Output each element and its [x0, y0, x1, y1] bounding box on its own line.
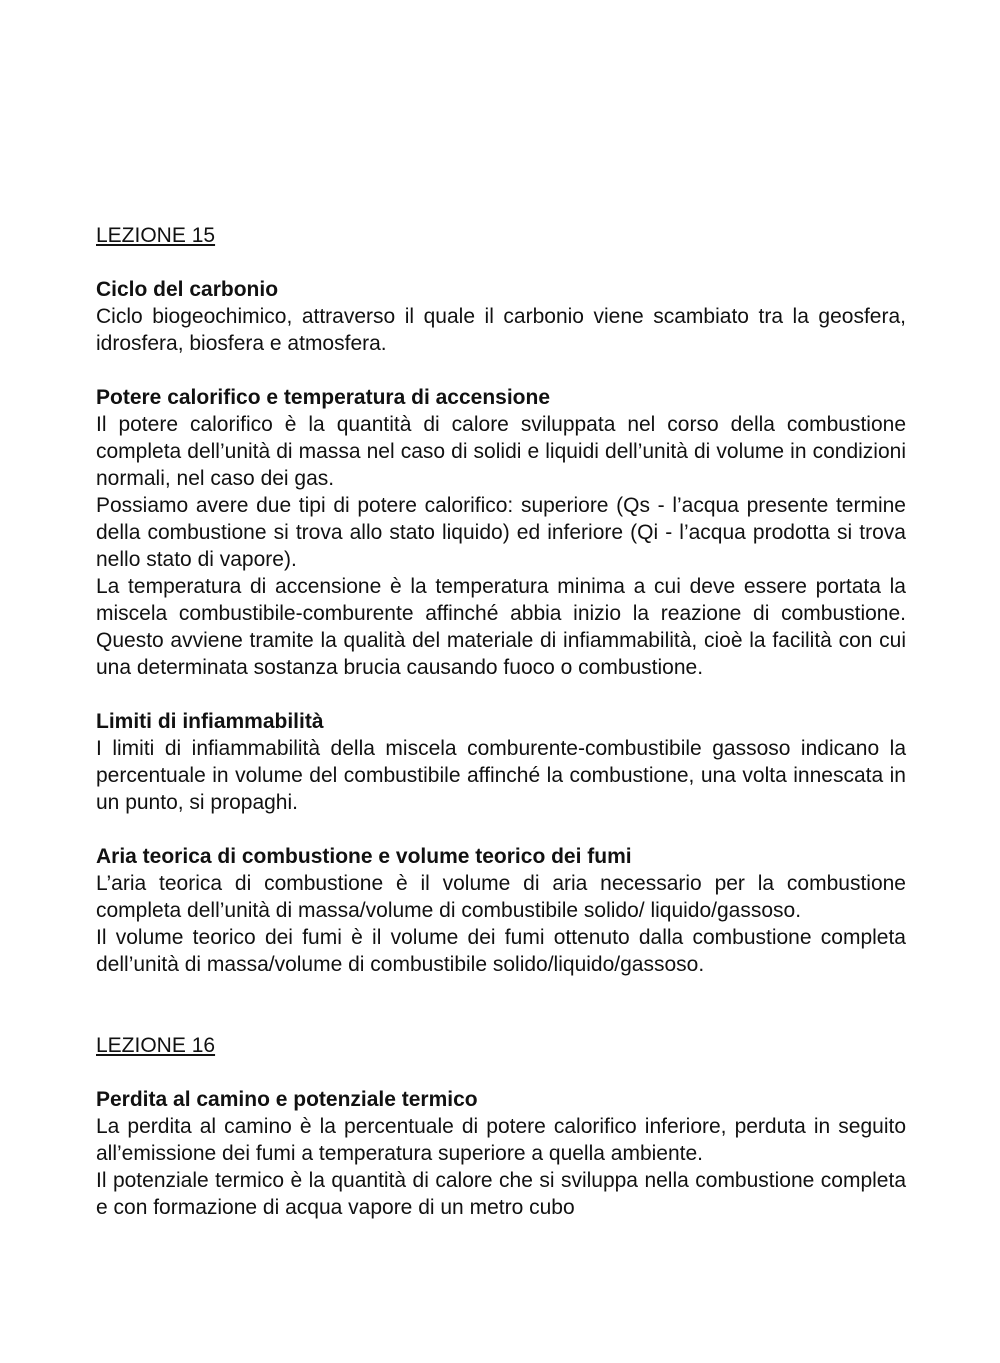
paragraph: La temperatura di accensione è la temperatura minima a cui deve essere portata la miscela combustibile-comburente affinché abbia inizio la reazione di combustione. Questo avviene tramite la qualità del materiale di infiammabilità, cioè la facilità con cui una determinata sostanza brucia causando fuoco o combustione. [96, 575, 906, 679]
heading-perdita-camino: Perdita al camino e potenziale termico [96, 1088, 478, 1111]
paragraph: Il volume teorico dei fumi è il volume dei fumi ottenuto dalla combustione completa dell’unità di massa/volume di combustibile solido/liquido/gassoso. [96, 926, 906, 976]
lesson-15-title: LEZIONE 15 [96, 224, 216, 247]
heading-potere-calorifico: Potere calorifico e temperatura di accensione [96, 386, 551, 409]
document-page [96, 222, 906, 1221]
heading-aria-teorica: Aria teorica di combustione e volume teorico dei fumi [96, 845, 632, 868]
paragraph: Il potere calorifico è la quantità di calore sviluppata nel corso della combustione completa dell’unità di massa nel caso di solidi e liquidi dell’unità di volume in condizioni normali, nel caso dei gas. [96, 413, 906, 490]
heading-ciclo-carbonio: Ciclo del carbonio [96, 278, 279, 301]
paragraph: Ciclo biogeochimico, attraverso il quale il carbonio viene scambiato tra la geosfera, idrosfera, biosfera e atmosfera. [96, 305, 906, 355]
paragraph: Possiamo avere due tipi di potere calorifico: superiore (Qs - l’acqua presente termine della combustione si trova allo stato liquido) ed inferiore (Qi - l’acqua prodotta si trova nello stato di vapore). [96, 494, 906, 571]
paragraph: Il potenziale termico è la quantità di calore che si sviluppa nella combustione completa e con formazione di acqua vapore di un metro cubo [96, 1169, 906, 1219]
paragraph: L’aria teorica di combustione è il volume di aria necessario per la combustione completa dell’unità di massa/volume di combustibile solido/ liquido/gassoso. [96, 872, 906, 922]
paragraph: La perdita al camino è la percentuale di potere calorifico inferiore, perduta in seguito all’emissione dei fumi a temperatura superiore a quella ambiente. [96, 1115, 906, 1165]
heading-limiti-infiammabilita: Limiti di infiammabilità [96, 710, 324, 733]
paragraph: I limiti di infiammabilità della miscela comburente-combustibile gassoso indicano la percentuale in volume del combustibile affinché la combustione, una volta innescata in un punto, si propaghi. [96, 737, 906, 814]
lesson-16-title: LEZIONE 16 [96, 1034, 216, 1057]
